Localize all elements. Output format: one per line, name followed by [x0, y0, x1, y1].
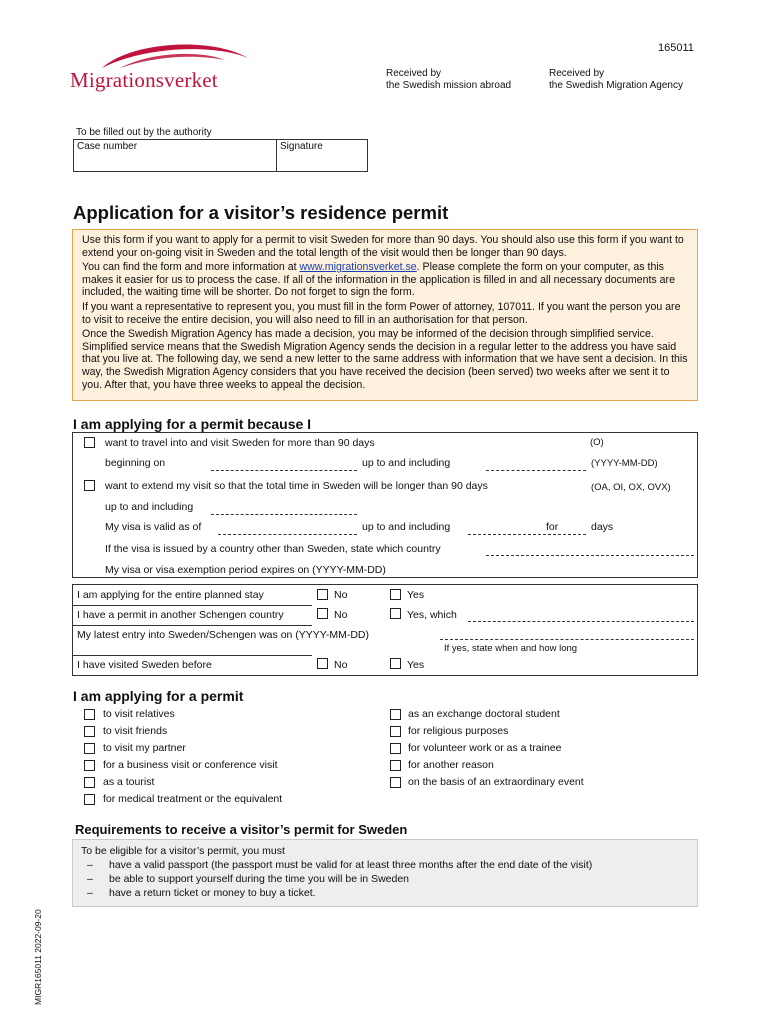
entire-stay-yes-label: Yes	[407, 589, 425, 601]
logo-text: Migrationsverket	[70, 68, 218, 92]
purpose-label: to visit relatives	[103, 708, 175, 720]
visa-valid-from-input[interactable]	[218, 534, 357, 535]
codes-extend: (OA, OI, OX, OVX)	[591, 482, 671, 493]
schengen-permit-label: I have a permit in another Schengen country	[77, 609, 284, 621]
visa-up-to-label: up to and including	[362, 521, 451, 533]
form-code: MIGR165011 2022-09-20	[33, 909, 43, 1005]
option-visit-label: want to travel into and visit Sweden for more than 90 days	[105, 437, 375, 449]
purpose-label: as a tourist	[103, 776, 155, 788]
visa-country-input[interactable]	[486, 555, 694, 556]
received-mission-label: Received by the Swedish mission abroad	[386, 68, 512, 91]
info-paragraph: Once the Swedish Migration Agency has made a decision, you may be informed of the decision through simplified service. Simplified service means that the Swedish Migration Agency sends the decision in a regular letter to the address you have said that you live at. The following day, we send a new letter to the same address with information that we have sent a decision. In this way, the Swedish Migration Agency considers that you have received the decision (been served) two weeks after we sent it to you. After that, you have three weeks to appeal the decision.	[82, 328, 688, 391]
authority-caption: To be filled out by the authority	[76, 127, 212, 138]
visa-valid-label: My visa is valid as of	[105, 521, 202, 533]
purpose-checkbox[interactable]	[390, 760, 401, 771]
visa-country-label: If the visa is issued by a country other than Sweden, state which country	[105, 543, 441, 555]
extend-up-to-input[interactable]	[211, 514, 357, 515]
info-paragraph: Use this form if you want to apply for a permit to visit Sweden for more than 90 days. You should also use this form if you want to extend your on-going visit in Sweden and the total length of the visit would then be longer than 90 days.	[82, 234, 684, 259]
info-box	[72, 229, 698, 401]
purpose-label: for volunteer work or as a trainee	[408, 742, 562, 754]
schengen-no-label: No	[334, 609, 348, 621]
visited-before-label: I have visited Sweden before	[77, 659, 212, 671]
latest-entry-input[interactable]	[440, 639, 694, 640]
option-extend-checkbox[interactable]	[84, 480, 95, 491]
entire-stay-no-checkbox[interactable]	[317, 589, 328, 600]
purpose-checkbox[interactable]	[84, 709, 95, 720]
requirements-dash: –	[87, 859, 93, 871]
purpose-checkbox[interactable]	[390, 709, 401, 720]
schengen-no-checkbox[interactable]	[317, 608, 328, 619]
logo-arc-icon	[100, 40, 250, 70]
beginning-on-input[interactable]	[211, 470, 357, 471]
row-divider	[72, 655, 312, 656]
signature-field[interactable]	[276, 139, 368, 172]
requirements-heading: Requirements to receive a visitor’s permit for Sweden	[75, 822, 408, 837]
purpose-label: for another reason	[408, 759, 494, 771]
requirements-box	[72, 839, 698, 907]
purpose-label: for a business visit or conference visit	[103, 759, 278, 771]
option-visit-checkbox[interactable]	[84, 437, 95, 448]
option-extend-label: want to extend my visit so that the total time in Sweden will be longer than 90 days	[105, 480, 488, 492]
purpose-checkbox[interactable]	[84, 726, 95, 737]
logo	[70, 40, 230, 96]
purpose-checkbox[interactable]	[84, 794, 95, 805]
purpose-checkbox[interactable]	[390, 743, 401, 754]
entire-stay-label: I am applying for the entire planned stay	[77, 589, 264, 601]
date-format-hint: (YYYY-MM-DD)	[591, 458, 658, 469]
info-paragraph: You can find the form and more information at www.migrationsverket.se. Please complete the form on your computer, as this makes it easier for us to process the case. If all of the information in the application is filled in and all necessary documents are included, the waiting time will be shorter. Do not forget to sign the form.	[82, 261, 675, 299]
purpose-checkbox[interactable]	[84, 743, 95, 754]
purpose-label: for religious purposes	[408, 725, 509, 737]
visa-expires-label: My visa or visa exemption period expires on (YYYY-MM-DD)	[105, 564, 386, 576]
requirements-intro: To be eligible for a visitor’s permit, you must	[81, 845, 285, 857]
entire-stay-no-label: No	[334, 589, 348, 601]
schengen-yes-which-label: Yes, which	[407, 609, 457, 621]
visited-no-label: No	[334, 659, 348, 671]
entire-stay-yes-checkbox[interactable]	[390, 589, 401, 600]
purpose-label: to visit my partner	[103, 742, 186, 754]
info-paragraph: If you want a representative to represent you, you must fill in the form Power of attorney, 107011. If you want the person you are to visit to receive the entire decision, you will also need to fill in an authorisation for that person.	[82, 300, 681, 326]
if-yes-note: If yes, state when and how long	[444, 643, 578, 654]
row-divider	[72, 605, 312, 606]
extend-up-to-label: up to and including	[105, 501, 194, 513]
row-divider	[72, 625, 312, 626]
signature-label: Signature	[280, 141, 323, 152]
for-label: for	[546, 521, 559, 533]
purpose-checkbox[interactable]	[84, 777, 95, 788]
schengen-yes-checkbox[interactable]	[390, 608, 401, 619]
website-link[interactable]: www.migrationsverket.se	[299, 261, 417, 274]
section-heading-because: I am applying for a permit because I	[73, 416, 312, 432]
purpose-label: for medical treatment or the equivalent	[103, 793, 283, 805]
up-to-input[interactable]	[486, 470, 586, 471]
purpose-label: on the basis of an extraordinary event	[408, 776, 584, 788]
requirements-item: have a valid passport (the passport must be valid for at least three months after the end date of the visit)	[109, 859, 593, 871]
purpose-checkbox[interactable]	[390, 726, 401, 737]
requirements-item: be able to support yourself during the time you will be in Sweden	[109, 873, 410, 885]
days-label: days	[591, 521, 614, 533]
requirements-item: have a return ticket or money to buy a ticket.	[109, 887, 316, 899]
purpose-checkbox[interactable]	[84, 760, 95, 771]
beginning-on-label: beginning on	[105, 457, 166, 469]
visited-yes-label: Yes	[407, 659, 425, 671]
purpose-checkbox[interactable]	[390, 777, 401, 788]
section-heading-purpose: I am applying for a permit	[73, 688, 244, 704]
case-number-label: Case number	[77, 141, 138, 152]
requirements-dash: –	[87, 887, 93, 899]
purpose-label: as an exchange doctoral student	[408, 708, 560, 720]
visa-up-to-input[interactable]	[468, 534, 586, 535]
requirements-dash: –	[87, 873, 93, 885]
latest-entry-label: My latest entry into Sweden/Schengen was on (YYYY-MM-DD)	[77, 629, 369, 641]
form-number: 165011	[658, 42, 694, 54]
case-number-field[interactable]	[73, 139, 277, 172]
up-to-label: up to and including	[362, 457, 451, 469]
visited-yes-checkbox[interactable]	[390, 658, 401, 669]
page-title: Application for a visitor’s residence permit	[73, 202, 449, 223]
visited-no-checkbox[interactable]	[317, 658, 328, 669]
code-o: (O)	[590, 437, 604, 448]
purpose-label: to visit friends	[103, 725, 168, 737]
schengen-country-input[interactable]	[468, 621, 694, 622]
received-agency-label: Received by the Swedish Migration Agency	[549, 68, 683, 91]
